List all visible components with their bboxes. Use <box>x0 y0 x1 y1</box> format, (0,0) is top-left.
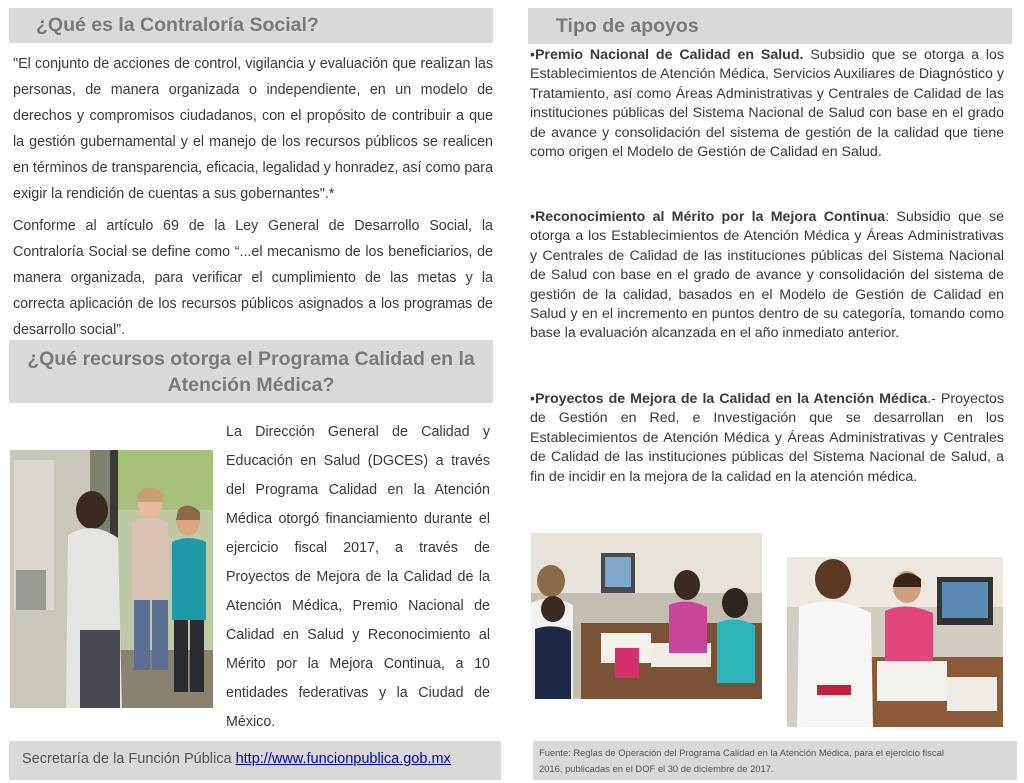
recursos-heading <box>9 340 493 403</box>
apoyo-item-text: Subsidio que se otorga a los Establecimientos de Atención Médica, Servicios Auxiliares de Diagnóstico y Tratamiento, así como Áreas Administrativas y Centrales de Calidad de las instituciones públicas del Sistema Nacional de Salud con base en el grado de avance y consolidación del sistema de gestión de la calidad que tiene como origen el Modelo de Gestión de Calidad en Salud. <box>530 47 1004 161</box>
apoyo-item-text: : Subsidio que se otorga a los Establecimientos de Atención Médica y Áreas Administrativas y Centrales de Calidad de las instituciones públicas del Sistema Nacional de Salud con base en el grado de avance y consolidación del sistema de gestión de la calidad, basados en el Modelo de Gestión de Calidad en Salud y en el incremento en puntos dentro de su categoría, tomando como base la evaluación alcanzada en el año inmediato anterior. <box>530 209 1004 342</box>
photo-doorway-greeting <box>10 450 213 708</box>
footer-secretaria-label: Secretaría de la Función Pública <box>22 751 236 767</box>
photo-doorway-greeting-drawing <box>10 450 213 708</box>
tipo-apoyos-heading: Tipo de apoyos <box>528 8 1012 44</box>
apoyo-item-heading: Premio Nacional de Calidad en Salud. <box>534 47 804 63</box>
photo-meeting-table <box>531 533 762 699</box>
recursos-heading-line2: Atención Médica? <box>167 374 335 396</box>
dgces-paragraph: La Dirección General de Calidad y Educación en Salud (DGCES) a través del Programa Calidad en la Atención Médica otorgó financiamiento durante el ejercicio fiscal 2017, a través de Proyectos de Mejora de la Calidad de la Atención Médica, Premio Nacional de Calidad en Salud y Reconocimiento al Mérito por la Mejora Continua, a 10 entidades federativas y la Ciudad de México. <box>226 424 490 730</box>
apoyo-item-proyectos <box>530 390 1004 487</box>
apoyo-item-heading: Reconocimiento al Mérito por la Mejora Continua <box>534 209 886 225</box>
apoyo-item-premio <box>530 46 1004 162</box>
bullet-icon: • <box>530 391 535 407</box>
funcion-publica-link[interactable]: http://www.funcionpublica.gob.mx <box>235 751 451 767</box>
apoyo-item-text: .- Proyectos de Gestión en Red, e Investigación que se desarrollan en los Establecimientos de Atención Médica y Áreas Administrativas y Centrales de Calidad de las instituciones públicas del Sistema Nacional de Salud, a fin de incidir en la mejora de la calidad en la atención médica. <box>530 391 1004 485</box>
footer-secretaria <box>9 741 501 780</box>
footer-source-line2: 2016, publicadas en el DOF el 30 de diciembre de 2017. <box>539 763 774 774</box>
photo-meeting-table-drawing <box>531 533 762 699</box>
bullet-icon: • <box>530 209 535 225</box>
footer-source-line1: Fuente: Reglas de Operación del Programa Calidad en la Atención Médica, para el ejercicio fiscal <box>539 747 944 758</box>
apoyo-item-reconocimiento <box>530 208 1004 344</box>
photo-desk-review <box>787 557 1003 727</box>
photo-desk-review-drawing <box>787 557 1003 727</box>
apoyo-item-heading: Proyectos de Mejora de la Calidad en la Atención Médica <box>534 391 928 407</box>
footer-source <box>533 741 1017 780</box>
contraloria-definition: "El conjunto de acciones de control, vigilancia y evaluación que realizan las personas, de manera organizada o independiente, en un modelo de derechos y compromisos ciudadanos, con el propósito de contribuir a que la gestión gubernamental y el manejo de los recursos públicos se realicen en términos de transparencia, eficacia, legalidad y honradez, así como para exigir la rendición de cuentas a sus gobernantes".* <box>13 56 494 202</box>
bullet-icon: • <box>530 47 535 63</box>
contraloria-heading: ¿Qué es la Contraloría Social? <box>9 8 493 43</box>
recursos-heading-line1: ¿Qué recursos otorga el Programa Calidad en la <box>27 348 475 370</box>
articulo-69-paragraph: Conforme al artículo 69 de la Ley General de Desarrollo Social, la Contraloría Social se define como “...el mecanismo de los beneficiarios, de manera organizada, para verificar el cumplimiento de las metas y la correcta aplicación de los recursos públicos asignados a los programas de desarrollo social”. <box>13 218 493 338</box>
